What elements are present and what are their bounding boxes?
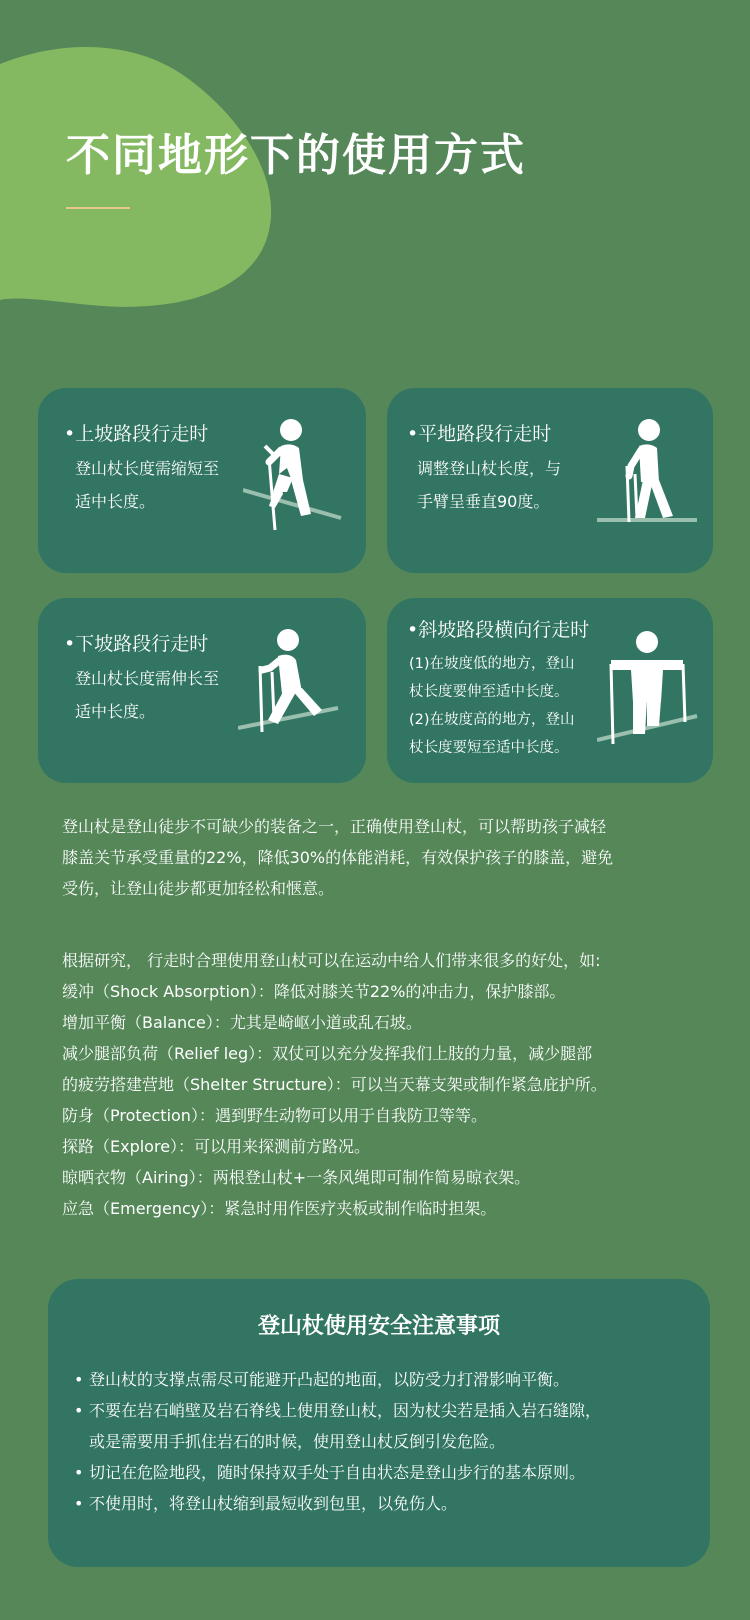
benefits-paragraph xyxy=(62,945,607,1224)
card-description: 登山杖长度需缩短至 适中长度。 xyxy=(75,459,220,511)
benefit-item: 防身（Protection）：遇到野生动物可以用于自我防卫等等。 xyxy=(62,1106,487,1125)
benefit-item: 缓冲（Shock Absorption）：降低对膝关节22%的冲击力，保护膝部。 xyxy=(62,982,566,1001)
card-description: 登山杖长度需伸长至 适中长度。 xyxy=(75,669,220,721)
benefit-item: 的疲劳搭建营地（Shelter Structure）：可以当天幕支架或制作紧急庇护所。 xyxy=(62,1075,607,1094)
safety-item: • 不要在岩石峭壁及岩石脊线上使用登山杖，因为杖尖若是插入岩石缝隙， xyxy=(74,1401,602,1420)
safety-item-continued: 或是需要用手抓住岩石的时候，使用登山杖反倒引发危险。 xyxy=(89,1432,506,1451)
benefit-item: 晾晒衣物（Airing）：两根登山杖+一条风绳即可制作简易晾衣架。 xyxy=(62,1168,531,1187)
benefits-intro: 根据研究， 行走时合理使用登山杖可以在运动中给人们带来很多的好处，如: xyxy=(62,951,601,970)
card-downhill xyxy=(38,598,366,783)
benefit-item: 探路（Explore）：可以用来探测前方路况。 xyxy=(62,1137,371,1156)
card-description: (1)在坡度低的地方，登山 杖长度要伸至适中长度。 (2)在坡度高的地方，登山 杖长度要短至适中长度。 xyxy=(409,656,575,756)
traverse-hiker-icon xyxy=(597,630,707,745)
safety-item: • 不使用时，将登山杖缩到最短收到包里，以免伤人。 xyxy=(74,1494,458,1513)
safety-list xyxy=(74,1364,601,1519)
safety-card xyxy=(48,1279,710,1567)
intro-paragraph: 登山杖是登山徒步不可缺少的装备之一，正确使用登山杖，可以帮助孩子减轻 膝盖关节承受重量的22%，降低30%的体能消耗，有效保护孩子的膝盖，避免 受伤，让登山徒步都更加轻松和惬意。 xyxy=(62,817,614,898)
card-uphill xyxy=(38,388,366,573)
card-flat xyxy=(387,388,713,573)
benefit-item: 减少腿部负荷（Relief leg）：双仗可以充分发挥我们上肢的力量，减少腿部 xyxy=(62,1044,593,1063)
downhill-hiker-icon xyxy=(238,628,348,743)
card-title: •平地路段行走时 xyxy=(407,423,552,445)
benefit-item: 应急（Emergency）：紧急时用作医疗夹板或制作临时担架。 xyxy=(62,1199,497,1218)
card-description: 调整登山杖长度，与 手臂呈垂直90度。 xyxy=(417,459,562,511)
card-title: •斜坡路段横向行走时 xyxy=(407,619,590,641)
title-underline xyxy=(66,207,130,209)
safety-item: • 切记在危险地段，随时保持双手处于自由状态是登山步行的基本原则。 xyxy=(74,1463,586,1482)
safety-title: 登山杖使用安全注意事项 xyxy=(257,1314,500,1339)
card-traverse xyxy=(387,598,713,783)
card-title: •上坡路段行走时 xyxy=(64,423,209,445)
benefit-item: 增加平衡（Balance）：尤其是崎岖小道或乱石坡。 xyxy=(62,1013,422,1032)
flat-hiker-icon xyxy=(597,418,702,533)
uphill-hiker-icon xyxy=(243,418,348,533)
card-title: •下坡路段行走时 xyxy=(64,633,209,655)
page-title: 不同地形下的使用方式 xyxy=(66,130,526,181)
safety-item: • 登山杖的支撑点需尽可能避开凸起的地面，以防受力打滑影响平衡。 xyxy=(74,1370,570,1389)
